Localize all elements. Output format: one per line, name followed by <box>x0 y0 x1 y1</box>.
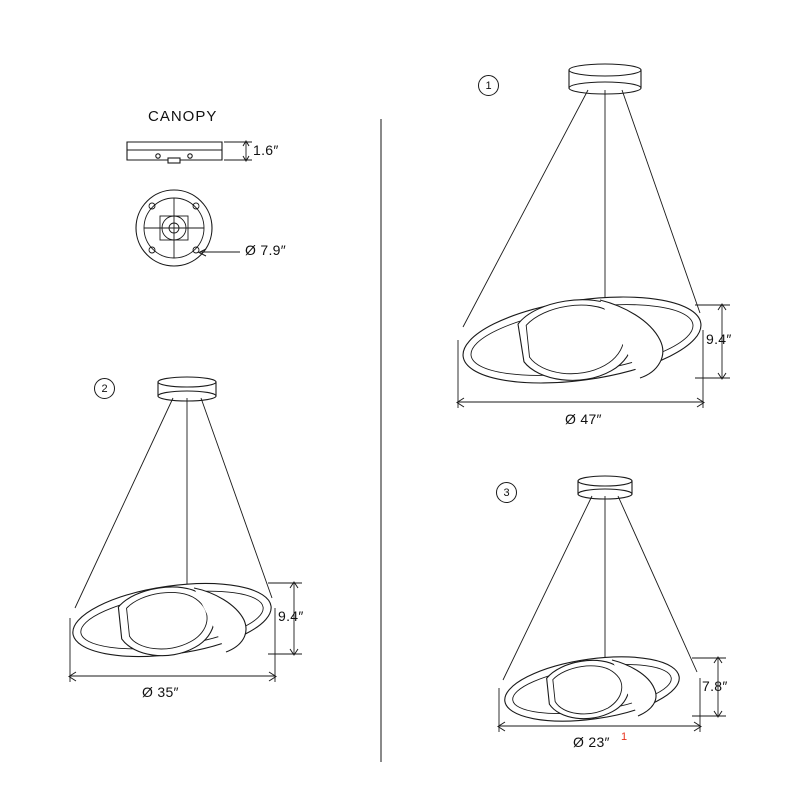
fixture-2-height-dimension: 9.4″ <box>278 608 304 624</box>
callout-number-3[interactable]: 3 <box>496 482 517 503</box>
canopy-diameter-dimension: Ø 7.9″ <box>245 242 286 258</box>
fixture-1 <box>457 64 730 408</box>
fixture-2-diameter-dimension: Ø 35″ <box>142 684 179 700</box>
callout-number-1[interactable]: 1 <box>478 75 499 96</box>
fixture-2 <box>68 377 302 682</box>
canopy-title: CANOPY <box>148 108 218 125</box>
fixture-3-diameter-dimension: Ø 23″ <box>573 734 610 750</box>
canopy-plan-view <box>136 190 240 266</box>
callout-number-2[interactable]: 2 <box>94 378 115 399</box>
fixture-1-diameter-dimension: Ø 47″ <box>565 411 602 427</box>
fixture-1-height-dimension: 9.4″ <box>706 331 732 347</box>
canopy-height-dimension: 1.6″ <box>253 142 279 158</box>
fixture-3-footnote-marker: 1 <box>621 731 628 743</box>
fixture-3 <box>498 476 726 732</box>
fixture-3-height-dimension: 7.8″ <box>702 678 728 694</box>
canopy-side-view <box>127 141 252 163</box>
